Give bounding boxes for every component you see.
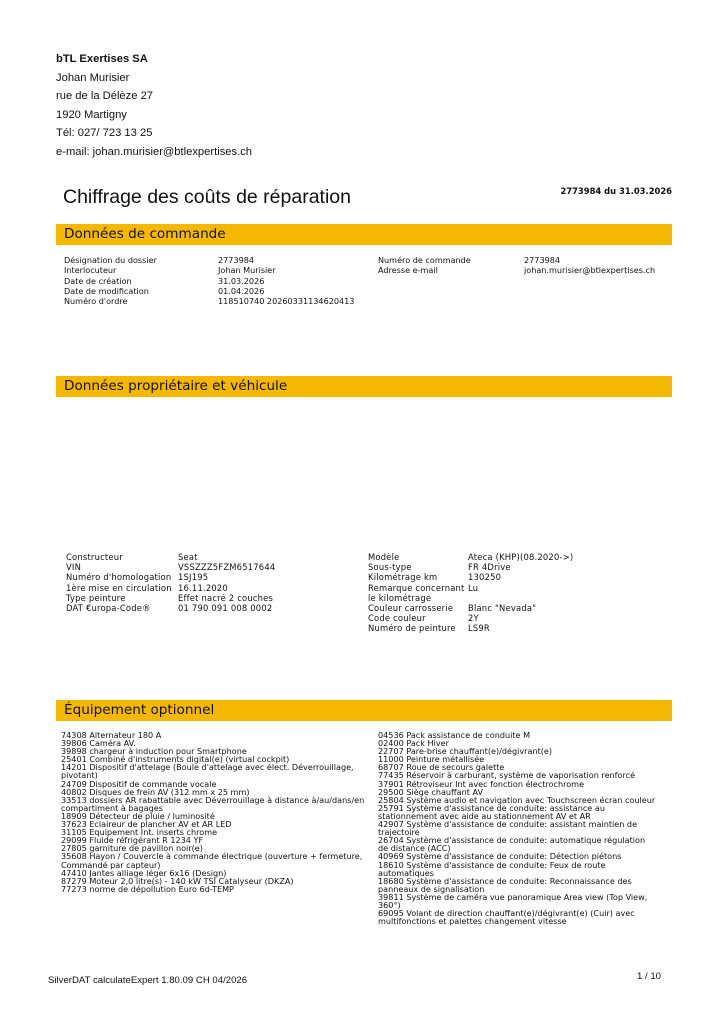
equipment-item: 33513 dossiers AR rabattable avec Déverrouillage à distance à/au/dans/en compartiment à bagages xyxy=(61,794,365,813)
detail-label: DAT €uropa-Code® xyxy=(66,603,151,614)
vehicle-section-header xyxy=(56,376,672,397)
company-address-block xyxy=(56,50,252,161)
order-details-right xyxy=(378,255,655,276)
detail-label: Code couleur xyxy=(368,613,426,624)
equipment-item: 31105 Equipement Int. inserts chrome xyxy=(61,827,218,838)
detail-row xyxy=(64,276,354,286)
equipment-item: 69095 Volant de direction chauffant(e)/dégivrant(e) (Cuir) avec multifonctions et palettes changement vitesse xyxy=(378,908,635,927)
detail-row xyxy=(66,572,275,582)
equipment-item: 11000 Peinture métallisée xyxy=(378,754,485,765)
company-phone: Tél: 027/ 723 13 25 xyxy=(56,127,153,139)
detail-value: 01.04.2026 xyxy=(218,285,265,296)
detail-row xyxy=(64,286,354,296)
detail-value: 31.03.2026 xyxy=(218,275,265,286)
detail-value: 2773984 xyxy=(524,255,561,265)
equipment-item: 42907 Système d'assistance de conduite: assistant maintien de trajectoire xyxy=(378,819,638,838)
company-email: e-mail: johan.murisier@btlexpertises.ch xyxy=(56,145,253,158)
detail-value: Seat xyxy=(178,552,198,562)
order-details-left xyxy=(64,255,354,306)
detail-label: Numéro de peinture xyxy=(368,623,456,634)
detail-row xyxy=(368,623,573,633)
equipment-item: 77435 Réservoir à carburant, système de vaporisation renforcé xyxy=(378,770,636,781)
equipment-item: 40802 Disques de frein AV (312 mm x 25 mm) xyxy=(61,786,250,797)
equipment-item: 18909 Détecteur de pluie / luminosité xyxy=(61,810,215,821)
equipment-item: 29500 Siège chauffant AV xyxy=(378,786,484,797)
company-contact: Johan Murisier xyxy=(56,71,130,84)
detail-row xyxy=(66,603,275,613)
detail-row xyxy=(368,613,573,623)
detail-value: Johan Murisier xyxy=(218,265,276,276)
detail-value: Blanc "Nevada" xyxy=(468,603,537,614)
equipment-section-title: Équipement optionnel xyxy=(64,702,215,718)
document-title: Chiffrage des coûts de réparation xyxy=(63,186,351,208)
equipment-item: 68707 Roue de secours galette xyxy=(378,762,505,773)
detail-value: LS9R xyxy=(468,623,490,634)
detail-label: Constructeur xyxy=(66,552,123,562)
order-section-header xyxy=(56,224,672,245)
detail-row xyxy=(64,255,354,265)
detail-label: Date de création xyxy=(64,275,132,286)
company-city: 1920 Martigny xyxy=(56,108,127,121)
equipment-item: 27805 garniture de pavillon noir(e) xyxy=(61,843,203,854)
detail-value: 01 790 091 008 0002 xyxy=(178,603,273,614)
detail-row xyxy=(64,265,354,275)
equipment-item: 18610 Système d'assistance de conduite: Feux de route automatiques xyxy=(378,859,606,878)
equipment-item: 37623 Eclaireur de plancher AV et AR LED xyxy=(61,819,232,830)
detail-row xyxy=(66,552,275,562)
vehicle-details-left xyxy=(66,552,275,613)
equipment-item: 25401 Combiné d'instruments digital(e) (virtual cockpit) xyxy=(61,754,290,765)
detail-row xyxy=(66,583,275,593)
detail-value: FR 4Drive xyxy=(468,562,511,573)
detail-value: Ateca (KHP)(08.2020->) xyxy=(468,552,574,562)
detail-label: Sous-type xyxy=(368,562,412,573)
detail-value: 130250 xyxy=(468,572,502,583)
equipment-item: 47410 Jantes alliage léger 6x16 (Design) xyxy=(61,867,227,878)
document-reference: 2773984 du 31.03.2026 xyxy=(560,186,672,196)
equipment-item: 02400 Pack Hiver xyxy=(378,738,449,749)
footer-software-version: SilverDAT calculateExpert 1.80.09 CH 04/2026 xyxy=(48,975,248,986)
equipment-item: 22707 Pare-brise chauffant(e)/dégivrant(e) xyxy=(378,746,553,757)
equipment-item: 14201 Dispositif d'attelage (Boule d'attelage avec élect. Déverrouillage, pivotant) xyxy=(61,762,354,781)
detail-label: Interlocuteur xyxy=(64,265,117,276)
detail-row xyxy=(368,583,573,603)
detail-label: Adresse e-mail xyxy=(378,265,438,276)
detail-row xyxy=(368,572,573,582)
detail-label: Modèle xyxy=(368,552,400,562)
equipment-section-header xyxy=(56,700,672,721)
detail-row xyxy=(368,562,573,572)
detail-label: Numéro de commande xyxy=(378,255,471,265)
detail-row xyxy=(66,562,275,572)
detail-value: Lu xyxy=(468,582,479,593)
equipment-item: 25804 Système audio et navigation avec Touchscreen écran couleur xyxy=(378,794,656,805)
company-street: rue de la Délèze 27 xyxy=(56,90,154,102)
detail-row xyxy=(378,265,655,275)
equipment-item: 26704 Système d'assistance de conduite: automatique régulation de distance (ACC) xyxy=(378,835,646,854)
detail-value: johan.murisier@btlexpertises.ch xyxy=(524,265,656,276)
detail-label: Remarque concernant le kilométrage xyxy=(368,582,465,603)
equipment-list-left xyxy=(61,731,371,893)
equipment-item: 39806 Caméra AV. xyxy=(61,738,136,749)
equipment-item: 29099 Fluide réfrigérant R 1234 YF xyxy=(61,835,204,846)
detail-label: Couleur carrosserie xyxy=(368,603,454,614)
equipment-item: 77273 norme de dépollution Euro 6d-TEMP xyxy=(61,883,234,894)
equipment-item: 37901 Rétroviseur Int avec fonction électrochrome xyxy=(378,778,585,789)
vehicle-section-title: Données propriétaire et véhicule xyxy=(64,378,288,394)
equipment-list-right xyxy=(378,731,656,925)
detail-value: 2Y xyxy=(468,613,479,624)
page-number: 1 / 10 xyxy=(636,971,661,982)
detail-label: Date de modification xyxy=(64,285,149,296)
detail-row xyxy=(368,552,573,562)
detail-value: 1SJ195 xyxy=(178,572,209,583)
detail-value: VSSZZZ5FZM6517644 xyxy=(178,562,276,573)
detail-label: 1ère mise en circulation xyxy=(66,582,172,593)
detail-value: 16.11.2020 xyxy=(178,582,228,593)
equipment-item: 25791 Système d'assistance de conduite: assistance au stationnement avec aide au stationnement AV et AR xyxy=(378,802,605,821)
detail-value: 118510740 20260331134620413 xyxy=(218,296,355,307)
detail-value: Effet nacré 2 couches xyxy=(178,592,274,603)
order-section-title: Données de commande xyxy=(64,226,226,242)
detail-label: Numéro d'homologation xyxy=(66,572,172,583)
detail-label: Désignation du dossier xyxy=(64,255,157,265)
equipment-item: 18680 Système d'assistance de conduite: Reconnaissance des panneaux de signalisation xyxy=(378,875,632,894)
detail-row xyxy=(368,603,573,613)
detail-row xyxy=(378,255,655,265)
detail-row xyxy=(64,296,354,306)
detail-label: Numéro d'ordre xyxy=(64,296,128,307)
equipment-item: 35608 Hayon / Couvercle à commande électrique (ouverture + fermeture, Commandé par capteur) xyxy=(61,851,363,870)
detail-row xyxy=(66,593,275,603)
vehicle-details-right xyxy=(368,552,573,634)
company-name: bTL Exertises SA xyxy=(56,53,148,65)
detail-label: VIN xyxy=(66,562,82,573)
equipment-item: 39811 Système de caméra vue panoramique Area view (Top View, 360°) xyxy=(378,891,648,910)
detail-label: Kilométrage km xyxy=(368,572,438,583)
equipment-item: 04536 Pack assistance de conduite M xyxy=(378,730,531,740)
equipment-item: 40969 Système d'assistance de conduite: Détection piétons xyxy=(378,851,622,862)
detail-value: 2773984 xyxy=(218,255,255,265)
equipment-item: 87279 Moteur 2,0 litre(s) - 140 kW TSI Catalyseur (DKZA) xyxy=(61,875,294,886)
equipment-item: 39898 chargeur à induction pour Smartphone xyxy=(61,746,247,757)
equipment-item: 24709 Dispositif de commande vocale xyxy=(61,778,217,789)
detail-label: Type peinture xyxy=(66,592,126,603)
equipment-item: 74308 Alternateur 180 A xyxy=(61,730,162,740)
